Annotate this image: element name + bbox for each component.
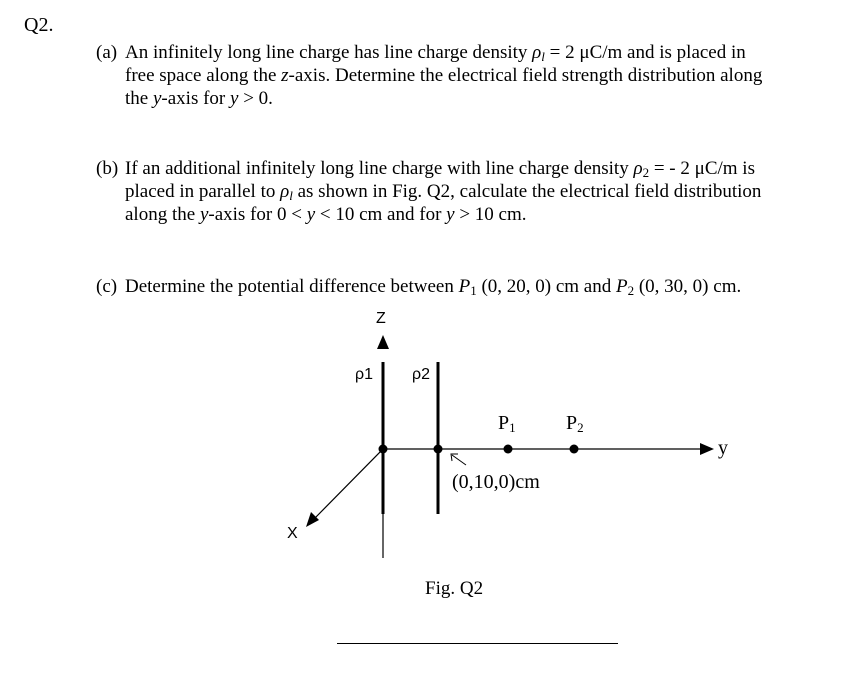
p2-sub: 2 — [577, 420, 584, 435]
p2-subscript: 2 — [627, 283, 635, 298]
p1-sub: 1 — [509, 420, 516, 435]
part-b-label: (b) — [96, 158, 119, 179]
part-c-label: (c) — [96, 276, 118, 297]
p2-letter: P — [566, 412, 578, 434]
p2-label — [566, 412, 584, 435]
rho1-label: ρ1 — [355, 366, 373, 383]
origin-point — [379, 445, 388, 454]
part-a-text-6: -axis for — [161, 88, 230, 109]
part-b-text-6: -axis for 0 < — [208, 204, 307, 225]
x-axis — [314, 449, 383, 519]
part-b-text-3: placed in parallel to — [125, 181, 281, 202]
p1-symbol: P — [458, 276, 471, 297]
rho-2-symbol: ρ — [633, 158, 643, 179]
y-axis-label: y — [718, 437, 728, 459]
y-variable: y — [446, 204, 455, 225]
part-a-text-7: > 0. — [238, 88, 273, 109]
part-c-text-2: (0, 20, 0) cm and — [476, 276, 616, 297]
rho-l-subscript: l — [289, 188, 293, 203]
rho-l-symbol: ρ — [280, 181, 290, 202]
rho2-point — [434, 445, 443, 454]
part-b-text-4: as shown in Fig. Q2, calculate the electrical field distribution — [292, 181, 762, 202]
part-b-text-1: If an additional infinitely long line charge with line charge density — [125, 158, 634, 179]
rho-l-symbol: ρ — [532, 42, 542, 63]
y-variable: y — [306, 204, 316, 225]
part-b-text-2: = - 2 μC/m is — [649, 158, 755, 179]
pointer-line — [452, 455, 466, 465]
part-b-text-8: > 10 cm. — [454, 204, 527, 225]
origin-coordinate-label: (0,10,0)cm — [452, 471, 540, 493]
part-c-text-3: (0, 30, 0) cm. — [634, 276, 742, 297]
y-variable: y — [152, 88, 162, 109]
p2-point — [570, 445, 579, 454]
part-a-label: (a) — [96, 42, 118, 63]
z-variable: z — [281, 65, 289, 86]
y-variable: y — [230, 88, 239, 109]
part-c-text-1: Determine the potential difference between — [125, 276, 459, 297]
p1-label — [498, 412, 516, 435]
part-a-text-5: the — [125, 88, 153, 109]
x-axis-arrowhead — [306, 512, 319, 527]
question-number: Q2. — [24, 14, 54, 36]
z-axis-arrowhead — [377, 335, 389, 349]
part-a-text-4: -axis. Determine the electrical field strength distribution along — [288, 65, 763, 86]
p1-point — [504, 445, 513, 454]
y-variable: y — [199, 204, 209, 225]
x-axis-label: X — [287, 525, 298, 542]
y-axis-arrowhead — [700, 443, 714, 455]
bottom-rule — [337, 643, 618, 644]
part-b-text-7: < 10 cm and for — [315, 204, 447, 225]
part-a-text-1: An infinitely long line charge has line charge density — [125, 42, 533, 63]
rho-2-subscript: 2 — [642, 165, 650, 180]
p1-letter: P — [498, 412, 510, 434]
part-b-text-5: along the — [125, 204, 200, 225]
p1-subscript: 1 — [470, 283, 477, 298]
rho-l-subscript: l — [541, 49, 545, 64]
part-a-text-3: free space along the — [125, 65, 282, 86]
p2-symbol: P — [616, 276, 628, 297]
z-axis-label: Z — [376, 310, 386, 327]
rho2-label: ρ2 — [412, 366, 430, 383]
figure-caption: Fig. Q2 — [425, 578, 484, 599]
part-a-text-2: = 2 μC/m and is placed in — [544, 42, 746, 63]
